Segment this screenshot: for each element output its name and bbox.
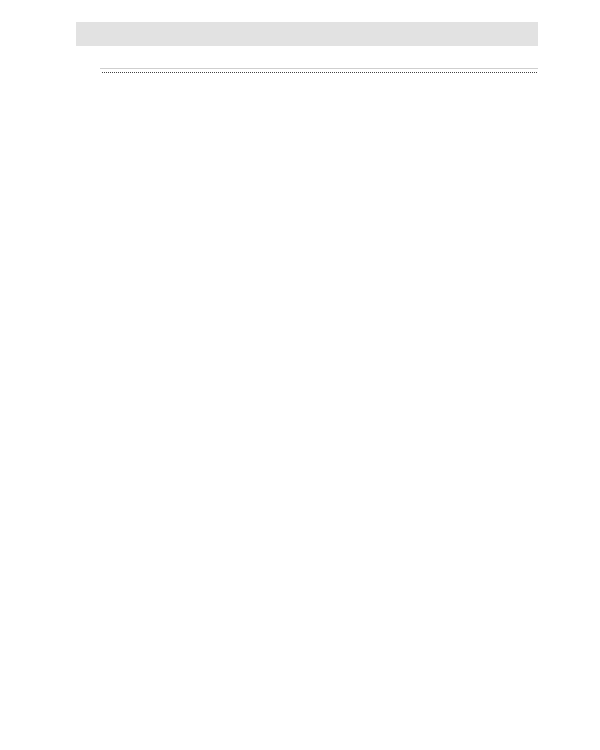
table-of-contents [100,64,538,76]
chapter-divider [100,68,538,69]
chapter-heading[interactable] [100,72,538,76]
running-header [76,22,538,46]
dot-leader [102,72,537,73]
